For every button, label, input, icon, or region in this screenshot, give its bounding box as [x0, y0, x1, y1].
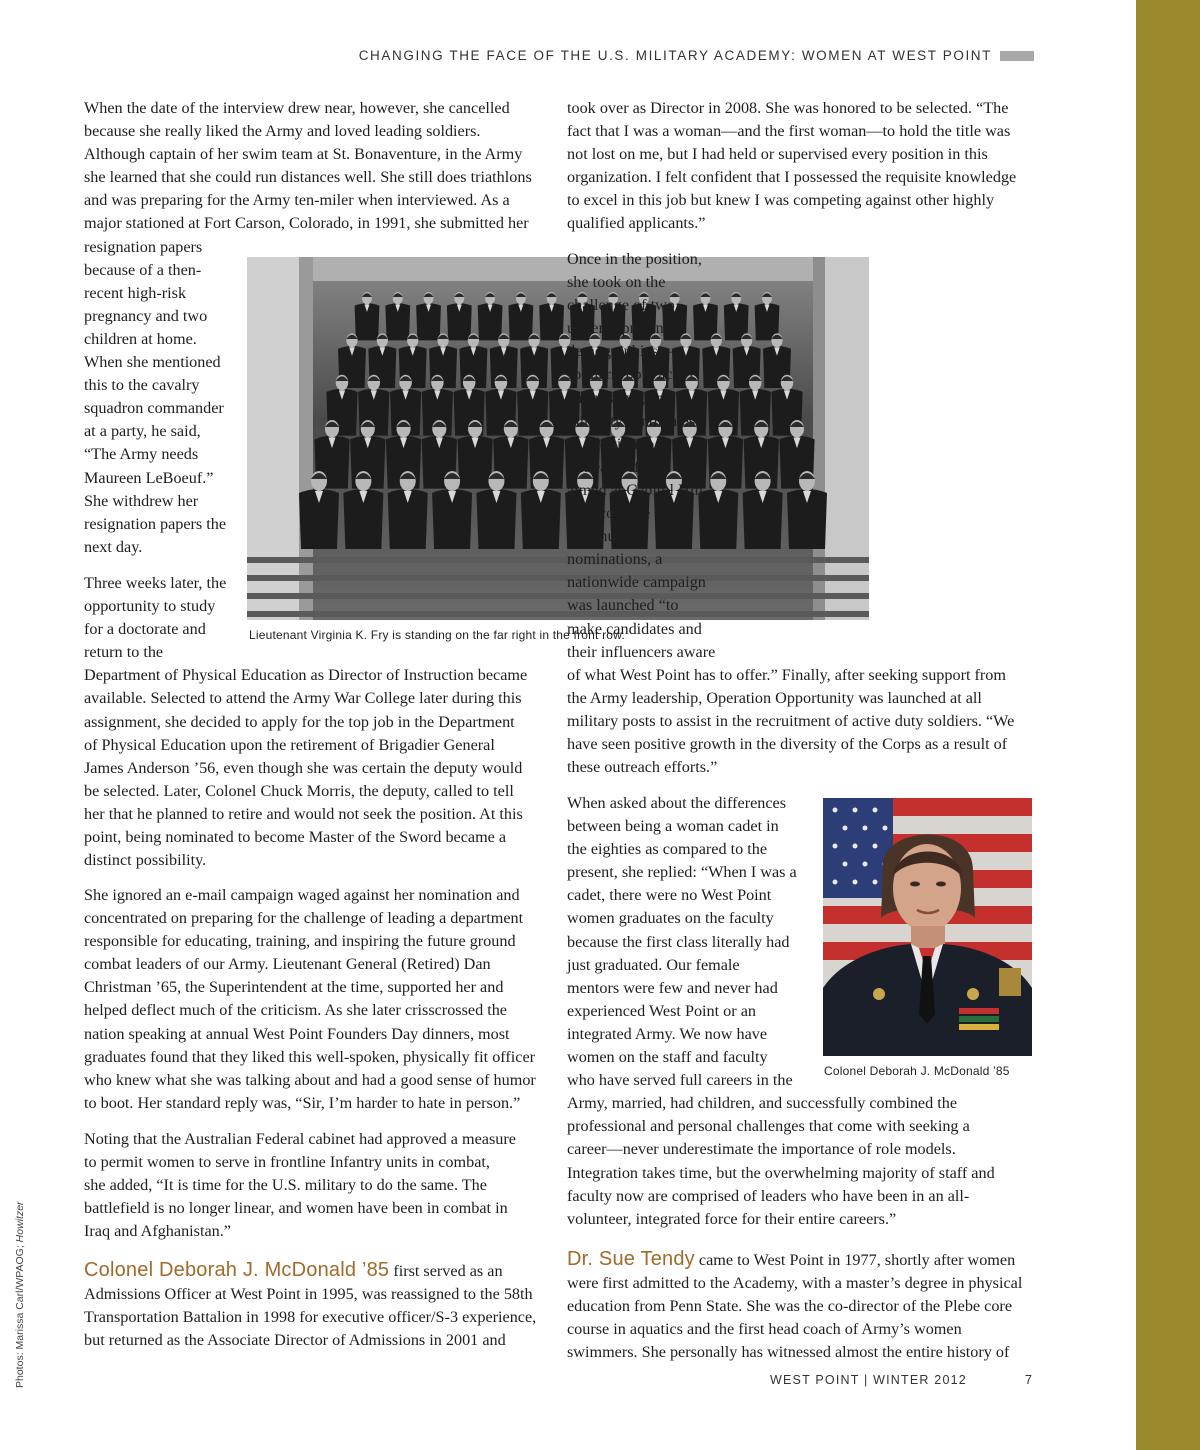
text-line: because of a then-: [84, 260, 202, 279]
right-paragraph-1: [567, 97, 1016, 236]
running-head: CHANGING THE FACE OF THE U.S. MILITARY ACADEMY: WOMEN AT WEST POINT: [358, 48, 992, 63]
text-line: have seen positive growth in the diversity of the Corps as a result of: [567, 734, 1008, 753]
text-line: resignation papers: [84, 237, 203, 256]
text-line: When she mentioned: [84, 353, 221, 372]
text-line: her that he planned to retire and would not seek the position. At this: [84, 804, 523, 823]
text-line: she added, “It is time for the U.S. military to do the same. The: [84, 1176, 487, 1195]
lead-line: [84, 1259, 536, 1283]
text-line: Three weeks later, the: [84, 574, 227, 592]
text-line: nationwide campaign: [567, 573, 706, 592]
text-line: She withdrew her: [84, 491, 199, 510]
text-line: combat leaders of our Army. Lieutenant General (Retired) Dan: [84, 955, 491, 974]
right-paragraph-4: [567, 1248, 1022, 1364]
photo-credit-prefix: Photos: Marissa Carl/WPAOG;: [14, 1242, 26, 1388]
text-line: point, being nominated to become Master of the Sword became a: [84, 828, 507, 847]
text-line: When asked about the differences: [567, 794, 787, 812]
footer-publication: WEST POINT | WINTER 2012: [770, 1373, 967, 1387]
text-line: she learned that she could run distances well. She still does triathlons: [84, 168, 532, 187]
text-line: their influencers aware: [567, 642, 716, 661]
text-line: Transportation Battalion in 1998 for executive officer/S-3 experience,: [84, 1308, 537, 1327]
left-paragraph-3: [84, 884, 536, 1115]
portrait-caption: Colonel Deborah J. McDonald ’85: [824, 1064, 1010, 1078]
text-line: distinct possibility.: [84, 851, 207, 870]
photo-credit-italic: Howitzer: [14, 1201, 26, 1243]
text-line: mentors were few and never had: [567, 978, 778, 997]
text-line: squadron commander: [84, 399, 224, 418]
text-line: James Anderson ’56, even though she was certain the deputy would: [84, 758, 523, 777]
text-line: assignment, she decided to apply for the top job in the Department: [84, 712, 515, 731]
text-line: because the first class literally had: [567, 932, 790, 951]
text-line: major stationed at Fort Carson, Colorado, in 1991, she submitted her: [84, 214, 529, 233]
text-line: children at home.: [84, 329, 197, 348]
text-line: In addition to: [567, 434, 655, 453]
text-line: Christman ’65, the Superintendent at the time, supported her and: [84, 978, 504, 997]
portrait-photo-image: [823, 798, 1032, 1056]
left-paragraph-4: [84, 1128, 516, 1243]
lead-name-mcdonald: Colonel Deborah J. McDonald ’85: [84, 1259, 390, 1281]
text-line: who knew what she was talking about and had a good sense of humor: [84, 1070, 536, 1089]
text-line: present, she replied: “When I was a: [567, 863, 797, 882]
text-line: because she really liked the Army and loved leading soldiers.: [84, 122, 481, 141]
lead-line-rest: first served as an: [389, 1262, 503, 1280]
text-line: concentrated on preparing for the challenge of leading a department: [84, 909, 524, 928]
text-line: she took on the: [567, 273, 666, 292]
text-line: battlefield is no longer linear, and women have been in combat in: [84, 1199, 508, 1218]
text-line: professional and personal challenges that come with seeking a: [567, 1117, 970, 1136]
text-line: Noting that the Australian Federal cabinet had approved a measure: [84, 1130, 516, 1148]
text-line: helped deflect much of the criticism. As she later crisscrossed the: [84, 1001, 507, 1020]
lead-name-tendy: Dr. Sue Tendy: [567, 1248, 695, 1270]
text-line: for a doctorate and: [84, 620, 206, 639]
text-line: responsible for educating, training, and inspiring the future ground: [84, 932, 516, 951]
text-line: of Physical Education upon the retirement of Brigadier General: [84, 735, 495, 754]
text-line: She ignored an e-mail campaign waged against her nomination and: [84, 886, 520, 904]
text-line: who have served full careers in the: [567, 1071, 793, 1090]
lead-line: [567, 1248, 1022, 1272]
text-line: military posts to assist in the recruitment of active duty soldiers. “We: [567, 711, 1015, 730]
text-line: between being a woman cadet in: [567, 817, 779, 836]
text-line: Maureen LeBoeuf.”: [84, 468, 214, 487]
text-line: course in aquatics and the first head coach of Army’s women: [567, 1320, 962, 1339]
text-line: Integration takes time, but the overwhelming majority of staff and: [567, 1163, 995, 1182]
text-line: to excel in this job but knew I was competing against other highly: [567, 191, 995, 210]
text-line: experienced West Point or an: [567, 1001, 756, 1020]
text-line: fact that I was a woman—and the first woman—to hold the title was: [567, 122, 1011, 141]
text-line: aimed at Capitol Hill: [567, 480, 704, 499]
page-number: 7: [1025, 1373, 1032, 1387]
side-accent-bar: [1136, 0, 1200, 1450]
text-line: cadet, there were no West Point: [567, 886, 772, 905]
text-line: minority candidates.: [567, 411, 700, 430]
text-line: Admissions Officer at West Point in 1995, was reassigned to the 58th: [84, 1285, 533, 1304]
text-line: to boot. Her standard reply was, “Sir, I’m harder to hate in person.”: [84, 1093, 521, 1112]
text-line: nation speaking at annual West Point Founders Day dinners, most: [84, 1024, 510, 1043]
text-line: was launched “to: [567, 596, 679, 615]
text-line: When the date of the interview drew near, however, she cancelled: [84, 99, 510, 117]
text-line: career—never underestimate the importance of role models.: [567, 1140, 956, 1159]
text-line: education from Penn State. She was the co-director of the Plebe core: [567, 1297, 1013, 1316]
portrait-photo: [823, 798, 1032, 1056]
photo-credit: [14, 1201, 26, 1388]
text-line: nominations, a: [567, 550, 663, 569]
text-line: resignation papers the: [84, 514, 227, 533]
text-line: but returned as the Associate Director of Admissions in 2001 and: [84, 1331, 506, 1350]
text-line: volunteer, integrated force for their entire careers.”: [567, 1209, 897, 1228]
text-line: next day.: [84, 537, 143, 556]
text-line: to encourage: [567, 504, 651, 523]
text-line: the Army leadership, Operation Opportunity was launched at all: [567, 688, 982, 707]
text-line: to permit women to serve in frontline Infantry units in combat,: [84, 1153, 490, 1172]
text-line: women graduates on the faculty: [567, 909, 774, 928]
text-line: the eighties as compared to the: [567, 840, 768, 859]
text-line: outreach efforts: [567, 457, 669, 476]
text-line: continuing: [567, 527, 637, 546]
text-line: of what West Point has to offer.” Finally, after seeking support from: [567, 665, 1006, 684]
text-line: soldiers, both active: [567, 365, 697, 384]
text-line: these outreach efforts.”: [567, 758, 718, 777]
text-line: Army, married, had children, and successfully combined the: [567, 1094, 958, 1113]
text-line: just graduated. Our female: [567, 955, 740, 974]
right-paragraph-2: [567, 248, 1014, 779]
text-line: Once in the position,: [567, 250, 702, 268]
text-line: challenge of two: [567, 296, 675, 315]
text-line: faculty now are comprised of leaders who have been in an all-: [567, 1186, 970, 1205]
text-line: were first admitted to the Academy, with a master’s degree in physical: [567, 1274, 1023, 1293]
text-line: pregnancy and two: [84, 306, 208, 325]
text-line: integrated Army. We now have: [567, 1024, 768, 1043]
text-line: women on the staff and faculty: [567, 1048, 768, 1067]
text-line: opportunity to study: [84, 597, 216, 616]
text-line: organization. I felt confident that I possessed the requisite knowledge: [567, 168, 1017, 187]
text-line: available. Selected to attend the Army War College later during this: [84, 689, 522, 708]
text-line: Iraq and Afghanistan.”: [84, 1222, 231, 1241]
group-photo-caption: Lieutenant Virginia K. Fry is standing on the far right in the front row.: [249, 628, 625, 642]
text-line: “The Army needs: [84, 445, 199, 464]
text-line: Department of Physical Education as Director of Instruction became: [84, 666, 528, 685]
text-line: not lost on me, but I had held or supervised every position in this: [567, 145, 988, 164]
text-line: demographics—: [567, 342, 674, 361]
text-line: Although captain of her swim team at St. Bonaventure, in the Army: [84, 145, 523, 164]
text-line: and was preparing for the Army ten-miler when interviewed. As a: [84, 191, 510, 210]
text-line: make candidates and: [567, 619, 702, 638]
text-line: at a party, he said,: [84, 422, 201, 441]
left-paragraph-5: [84, 1259, 536, 1352]
text-line: this to the cavalry: [84, 376, 200, 395]
lead-line-rest: came to West Point in 1977, shortly after women: [694, 1251, 1016, 1269]
text-line: qualified applicants.”: [567, 214, 706, 233]
running-head-rule: [1000, 51, 1034, 61]
text-line: graduates found that they liked this well-spoken, physically fit officer: [84, 1047, 536, 1066]
text-line: under-represented: [567, 319, 684, 338]
text-line: took over as Director in 2008. She was honored to be selected. “The: [567, 99, 1009, 117]
text-line: be selected. Later, Colonel Chuck Morris, the deputy, called to tell: [84, 781, 514, 800]
text-line: and reserve, and: [567, 388, 673, 407]
text-line: recent high-risk: [84, 283, 187, 302]
text-line: return to the: [84, 643, 164, 662]
text-line: swimmers. She personally has witnessed almost the entire history of: [567, 1343, 1010, 1362]
